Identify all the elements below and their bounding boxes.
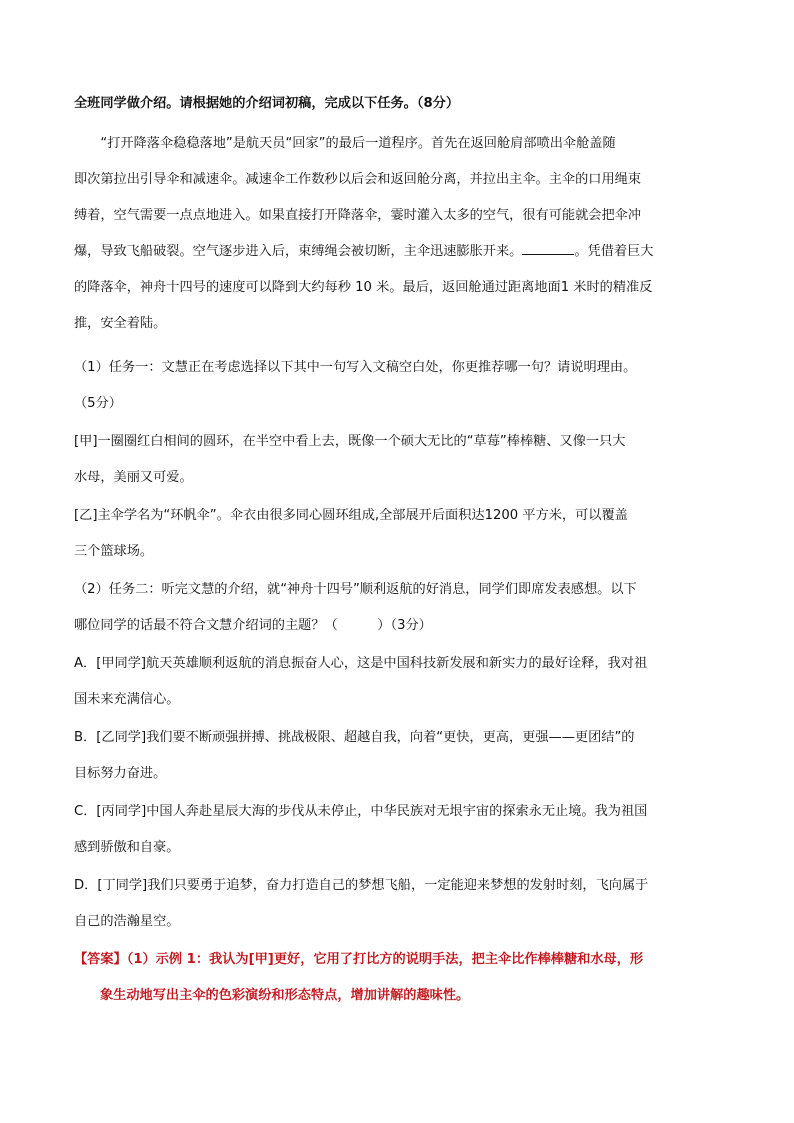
fill-in-blank	[522, 242, 574, 255]
option-yi-line-1: [乙]主伞学名为“环帆伞”。伞衣由很多同心圆环组成,全部展开后面积达1200 平方米，可以覆盖	[74, 508, 628, 523]
passage-line-4-tail: 。凭借着巨大	[574, 244, 654, 259]
answer-text-1: （1）示例 1：我认为[甲]更好，它用了打比方的说明手法，把主伞比作棒棒糖和水母，形	[126, 952, 644, 967]
passage-line-2: 即次第拉出引导伞和减速伞。减速伞工作数秒以后会和返回舱分离，并拉出主伞。主伞的口用绳束	[74, 172, 642, 187]
option-jia-line-1: [甲]一圈圈红白相间的圆环，在半空中看上去，既像一个硕大无比的“草莓”棒棒糖、又像一只大	[74, 434, 626, 449]
task2-prompt-line-1: （2）任务二：听完文慧的介绍，就“神舟十四号”顺利返航的好消息，同学们即席发表感想。以下	[74, 582, 637, 597]
task1-score: （5分）	[74, 396, 122, 411]
option-a-line-1: A．[甲同学]航天英雄顺利返航的消息振奋人心，这是中国科技新发展和新实力的最好诠释，我对祖	[74, 656, 648, 671]
passage-line-5: 的降落伞，神舟十四号的速度可以降到大约每秒 10 米。最后，返回舱通过距离地面1 米时的精准反	[74, 280, 653, 295]
answer-line-2: 象生动地写出主伞的色彩演纷和形态特点，增加讲解的趣味性。	[100, 988, 470, 1003]
option-a-line-2: 国未来充满信心。	[74, 692, 180, 707]
answer-label: 【答案】	[74, 952, 127, 967]
passage-line-3: 缚着，空气需要一点点地进入。如果直接打开降落伞，霎时灌入太多的空气，很有可能就会把伞冲	[74, 208, 642, 223]
answer-line-1	[74, 950, 643, 970]
option-d-line-2: 自己的浩瀚星空。	[74, 914, 180, 929]
option-b-line-1: B．[乙同学]我们要不断顽强拼搏、挑战极限、超越自我，向着“更快，更高，更强——更团结”的	[74, 730, 635, 745]
option-c-line-2: 感到骄傲和自豪。	[74, 840, 180, 855]
option-c-line-1: C．[丙同学]中国人奔赴星辰大海的步伐从未停止，中华民族对无垠宇宙的探索永无止境。我为祖国	[74, 804, 648, 819]
passage-line-4-text: 爆，导致飞船破裂。空气逐步进入后，束缚绳会被切断，主伞迅速膨胀开来。	[74, 244, 523, 259]
task2-prompt-line-2: 哪位同学的话最不符合文慧介绍词的主题？（ ）（3分）	[74, 618, 432, 633]
passage-line-4	[74, 242, 654, 262]
task1-prompt: （1）任务一：文慧正在考虑选择以下其中一句写入文稿空白处，你更推荐哪一句？请说明理由。	[74, 360, 637, 375]
passage-line-6: 推，安全着陆。	[74, 316, 167, 331]
option-d-line-1: D．[丁同学]我们只要勇于追梦，奋力打造自己的梦想飞船，一定能迎来梦想的发射时刻，飞向属于	[74, 878, 649, 893]
passage-line-1: “打开降落伞稳稳落地”是航天员“回家”的最后一道程序。首先在返回舱肩部喷出伞舱盖随	[74, 136, 616, 151]
option-jia-line-2: 水母，美丽又可爱。	[74, 470, 193, 485]
question-heading: 全班同学做介绍。请根据她的介绍词初稿，完成以下任务。（8分）	[74, 96, 460, 111]
option-yi-line-2: 三个篮球场。	[74, 544, 154, 559]
option-b-line-2: 目标努力奋进。	[74, 766, 167, 781]
